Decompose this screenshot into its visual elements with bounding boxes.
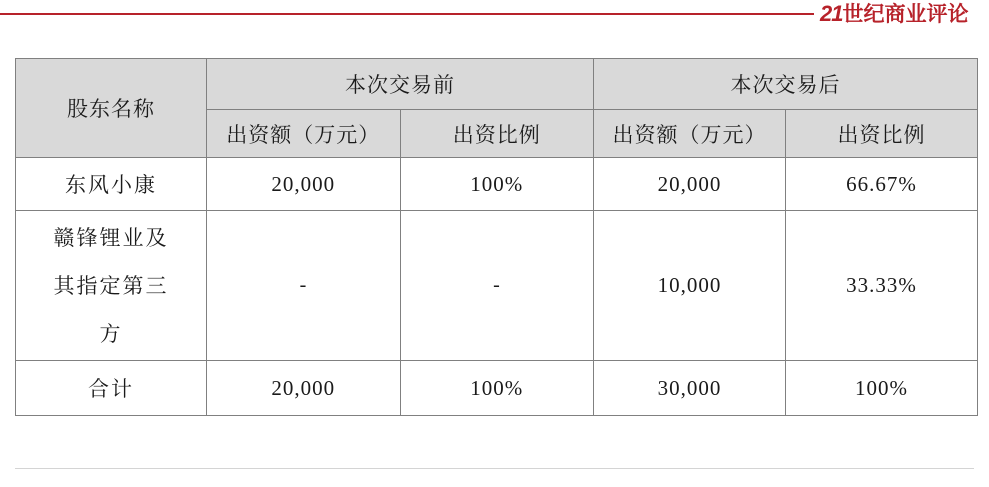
table-row — [16, 211, 978, 361]
cell-before-ratio: 100% — [400, 361, 594, 416]
header-shareholder-name: 股东名称 — [16, 59, 207, 158]
header-before-transaction: 本次交易前 — [207, 59, 594, 110]
brand-logo-number: 21 — [820, 1, 843, 26]
header-after-ratio: 出资比例 — [786, 110, 978, 158]
shareholding-table — [15, 58, 978, 416]
cell-before-amount: 20,000 — [207, 158, 401, 211]
table-head — [16, 59, 978, 158]
table-body — [16, 158, 978, 416]
cell-before-ratio: 100% — [400, 158, 594, 211]
table-header-row-group — [16, 59, 978, 110]
table-row — [16, 158, 978, 211]
cell-before-amount: 20,000 — [207, 361, 401, 416]
brand-logo-text: 世纪商业评论 — [842, 2, 969, 26]
cell-shareholder-name: 合计 — [16, 361, 207, 416]
cell-name-line-2: 其指定第三 — [53, 273, 169, 298]
cell-after-amount: 20,000 — [594, 158, 786, 211]
header-after-transaction: 本次交易后 — [594, 59, 978, 110]
brand-logo — [820, 0, 988, 27]
header-after-amount: 出资额（万元） — [594, 110, 786, 158]
cell-before-amount: - — [207, 211, 401, 361]
cell-after-amount: 30,000 — [594, 361, 786, 416]
header-before-ratio: 出资比例 — [400, 110, 594, 158]
cell-shareholder-name: 东风小康 — [16, 158, 207, 211]
cell-after-ratio: 33.33% — [786, 211, 978, 361]
brand-header — [0, 0, 989, 28]
cell-name-line-1: 赣锋锂业及 — [53, 225, 169, 250]
cell-before-ratio: - — [400, 211, 594, 361]
cell-after-ratio: 100% — [786, 361, 978, 416]
bottom-divider — [15, 468, 974, 469]
brand-rule — [0, 13, 814, 15]
cell-name-line-3: 方 — [99, 321, 123, 346]
shareholding-table-container — [15, 58, 974, 416]
header-before-amount: 出资额（万元） — [207, 110, 401, 158]
cell-after-amount: 10,000 — [594, 211, 786, 361]
table-row — [16, 361, 978, 416]
cell-shareholder-name — [16, 211, 207, 361]
cell-after-ratio: 66.67% — [786, 158, 978, 211]
